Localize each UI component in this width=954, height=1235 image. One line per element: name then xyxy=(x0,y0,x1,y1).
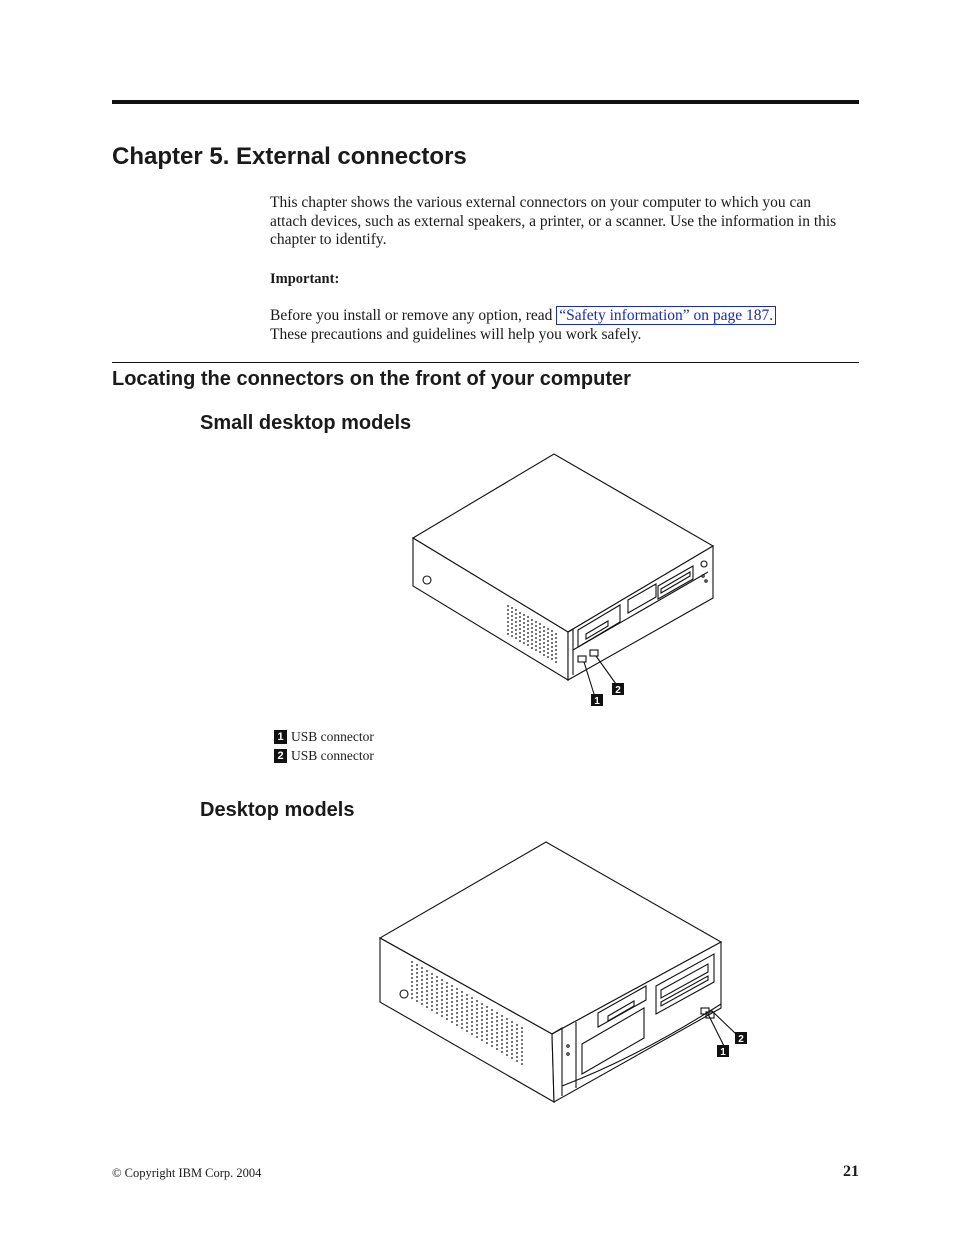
callout-legend-item xyxy=(274,729,374,745)
callout-badge-1 xyxy=(591,694,603,707)
safety-note-tail: These precautions and guidelines will help you work safely. xyxy=(270,326,642,343)
callout-label: USB connector xyxy=(291,729,374,744)
callout-legend-item xyxy=(274,748,374,764)
callout-number: 2 xyxy=(274,749,287,763)
intro-paragraph: This chapter shows the various external connectors on your computer to which you can attach devices, such as external speakers, a printer, or a scanner. Use the information in this chapter to identify. xyxy=(270,194,837,248)
callout-badge-2 xyxy=(735,1032,747,1045)
callout-badge-2 xyxy=(612,683,624,696)
svg-text:1: 1 xyxy=(594,696,600,707)
desktop-illustration xyxy=(376,838,758,1108)
desktop-heading: Desktop models xyxy=(200,799,355,821)
svg-text:1: 1 xyxy=(720,1047,726,1058)
safety-note-lead: Before you install or remove any option, read xyxy=(270,307,557,324)
section-rule xyxy=(112,362,859,363)
section-title: Locating the connectors on the front of your computer xyxy=(112,368,631,390)
safety-note xyxy=(270,306,850,344)
copyright: © Copyright IBM Corp. 2004 xyxy=(112,1166,262,1180)
callout-number: 1 xyxy=(274,730,287,744)
svg-text:2: 2 xyxy=(615,685,621,696)
callout-badge-1 xyxy=(717,1045,729,1058)
page-number: 21 xyxy=(843,1163,859,1180)
svg-text:2: 2 xyxy=(738,1034,744,1045)
important-label: Important: xyxy=(270,271,340,287)
callout-label: USB connector xyxy=(291,748,374,763)
chapter-title: Chapter 5. External connectors xyxy=(112,143,467,170)
safety-information-link[interactable]: “Safety information” on page 187. xyxy=(556,306,776,325)
small-desktop-heading: Small desktop models xyxy=(200,412,412,434)
top-rule xyxy=(112,100,859,104)
small-desktop-illustration xyxy=(408,452,718,708)
